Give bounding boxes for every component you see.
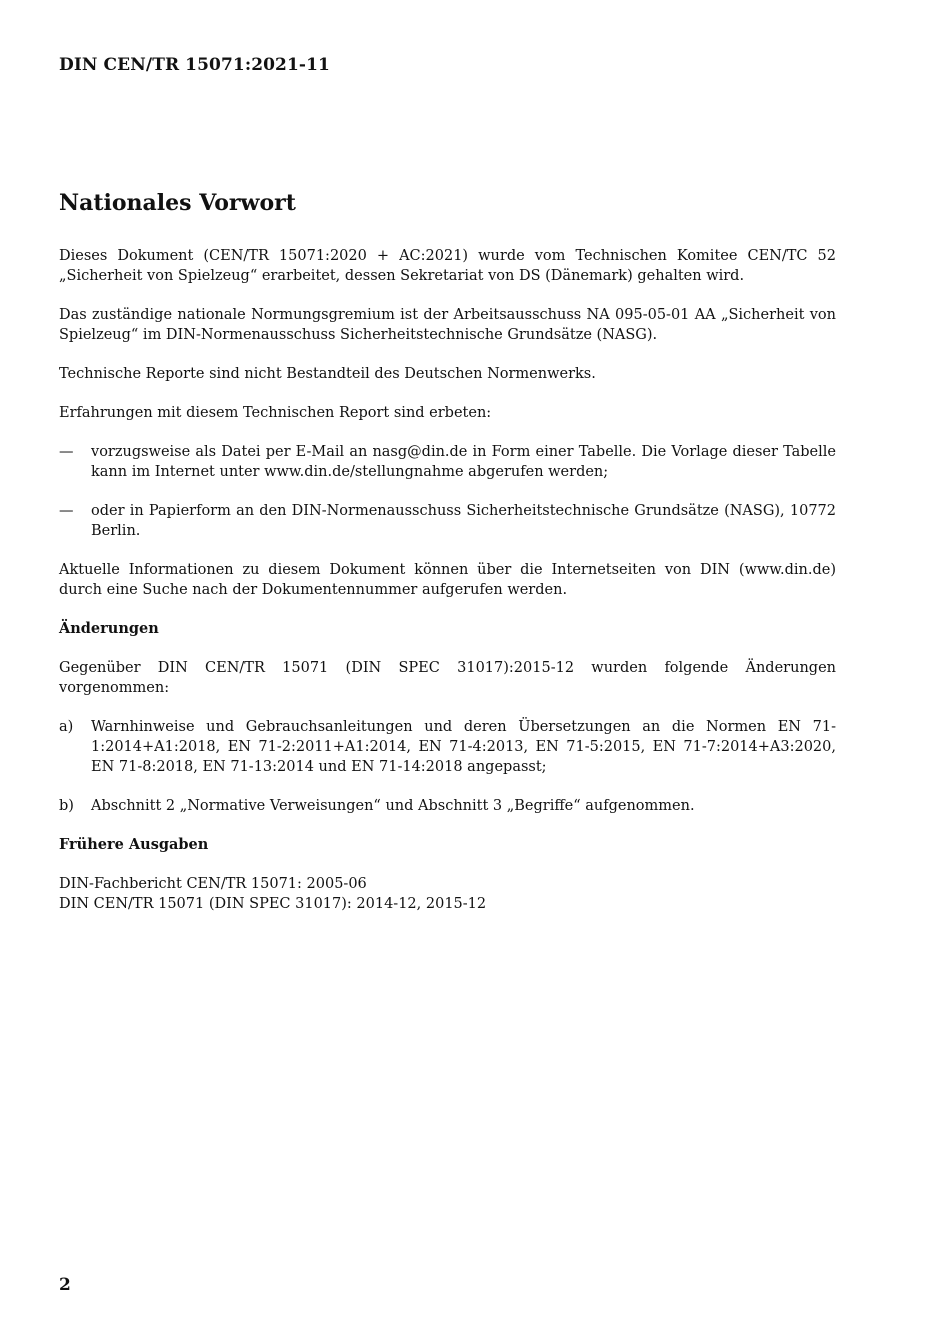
list-marker: a): [59, 719, 74, 735]
paragraph-current-info: Aktuelle Informationen zu diesem Dokument können über die Internetseiten von DIN (www.din.de) durch eine Suche nach der Dokumentennummer aufgerufen werden.: [59, 562, 836, 598]
list-marker: —: [59, 503, 74, 519]
list-item-change-a: [59, 717, 836, 777]
page-title: Nationales Vorwort: [59, 190, 296, 216]
paragraph-committee: Dieses Dokument (CEN/TR 15071:2020 + AC:2021) wurde vom Technischen Komitee CEN/TC 52 „Sicherheit von Spielzeug“ erarbeitet, dessen Sekretariat von DS (Dänemark) gehalten wird.: [59, 248, 836, 284]
previous-editions-list: [59, 874, 836, 914]
list-item-feedback-paper: [59, 501, 836, 541]
paragraph-changes-intro: Gegenüber DIN CEN/TR 15071 (DIN SPEC 31017):2015-12 wurden folgende Änderungen vorgenommen:: [59, 660, 836, 696]
section-heading-changes: Änderungen: [59, 620, 159, 637]
paragraph-national-body: Das zuständige nationale Normungsgremium ist der Arbeitsausschuss NA 095-05-01 AA „Sicherheit von Spielzeug“ im DIN-Normenausschuss Sicherheitstechnische Grundsätze (NASG).: [59, 307, 836, 343]
paragraph-feedback-request: Erfahrungen mit diesem Technischen Report sind erbeten:: [59, 405, 492, 421]
page-number: 2: [59, 1275, 71, 1295]
list-item-text: vorzugsweise als Datei per E-Mail an nasg@din.de in Form einer Tabelle. Die Vorlage dieser Tabelle kann im Internet unter www.din.de/stellungnahme abgerufen werden;: [91, 444, 836, 480]
page-content: [59, 188, 836, 914]
section-heading-previous-editions: Frühere Ausgaben: [59, 836, 209, 853]
list-item-text: oder in Papierform an den DIN-Normenausschuss Sicherheitstechnische Grundsätze (NASG), 10772 Berlin.: [91, 503, 836, 539]
paragraph-technical-reports: Technische Reporte sind nicht Bestandteil des Deutschen Normenwerks.: [59, 366, 596, 382]
list-item-change-b: [59, 796, 836, 816]
edition-line: DIN-Fachbericht CEN/TR 15071: 2005-06: [59, 876, 367, 892]
edition-line: DIN CEN/TR 15071 (DIN SPEC 31017): 2014-12, 2015-12: [59, 896, 487, 912]
list-item-feedback-email: [59, 442, 836, 482]
list-item-text: Abschnitt 2 „Normative Verweisungen“ und Abschnitt 3 „Begriffe“ aufgenommen.: [91, 798, 695, 814]
list-item-text: Warnhinweise und Gebrauchsanleitungen und deren Übersetzungen an die Normen EN 71-1:2014+A1:2018, EN 71-2:2011+A1:2014, EN 71-4:2013, EN 71-5:2015, EN 71-7:2014+A3:2020, EN 71-8:2018, EN 71-13:2014 und EN 71-14:2018 angepasst;: [91, 719, 836, 775]
list-marker: —: [59, 444, 74, 460]
list-marker: b): [59, 798, 74, 814]
document-header: DIN CEN/TR 15071:2021-11: [59, 55, 330, 75]
